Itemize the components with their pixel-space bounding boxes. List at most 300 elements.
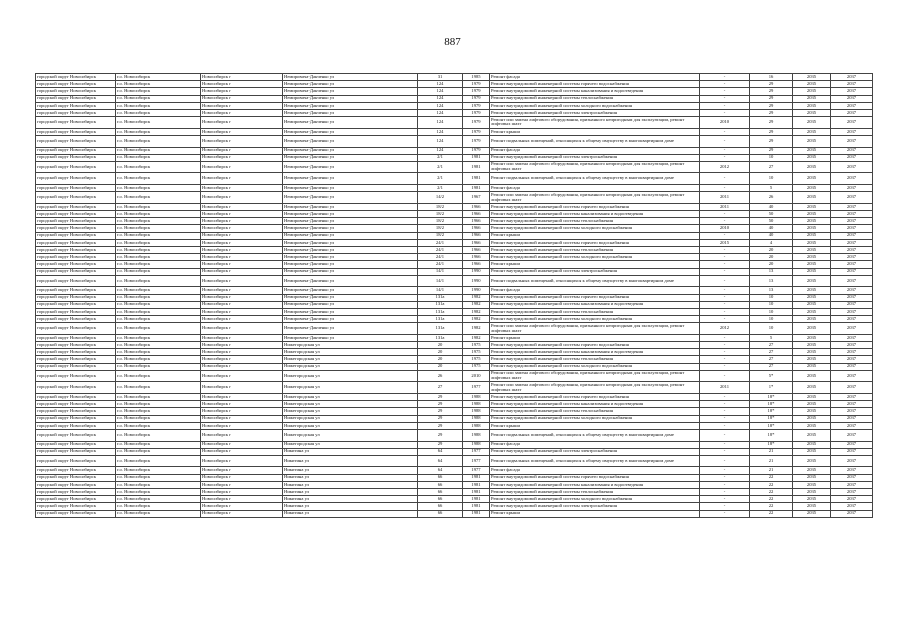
table-row	[36, 382, 873, 394]
cell-settlement: г.о. Новосибирск	[116, 356, 201, 363]
table-row	[36, 422, 873, 429]
cell-year-to: 2037	[831, 393, 873, 400]
cell-amount: 10	[750, 294, 793, 301]
cell-work: Ремонт фасада	[490, 74, 700, 81]
cell-amount: 27	[750, 349, 793, 356]
cell-work: Ремонт крыши	[490, 422, 700, 429]
cell-municipality: городской округ Новосибирск	[36, 211, 116, 218]
cell-year-from: 2035	[793, 448, 831, 455]
cell-work: Ремонт внутридомовой инженерной системы холодного водоснабжения	[490, 415, 700, 422]
cell-year-to: 2037	[831, 275, 873, 287]
cell-year-from: 2035	[793, 422, 831, 429]
table-row	[36, 287, 873, 294]
cell-year: 1988	[463, 422, 490, 429]
cell-street: Нижегородская ул	[283, 415, 418, 422]
table-row	[36, 401, 873, 408]
cell-work: Ремонт подвальных помещений, относящихся к общему имуществу в многоквартирном доме	[490, 173, 700, 185]
cell-street: Немировича-Данченко ул	[283, 239, 418, 246]
cell-amount: 10	[750, 308, 793, 315]
cell-year-from: 2035	[793, 192, 831, 204]
cell-year: 1966	[463, 261, 490, 268]
cell-year-from: 2035	[793, 95, 831, 102]
cell-amount: 18*	[750, 441, 793, 448]
cell-city: Новосибирск г	[201, 185, 283, 192]
cell-year: 1988	[463, 441, 490, 448]
cell-street: Немировича-Данченко ул	[283, 308, 418, 315]
cell-year-to: 2037	[831, 455, 873, 467]
table-row	[36, 203, 873, 210]
cell-work: Ремонт фасада	[490, 287, 700, 294]
cell-house: 31	[418, 74, 463, 81]
cell-house: 20	[418, 363, 463, 370]
cell-cost: 2012	[700, 323, 750, 335]
cell-year-from: 2035	[793, 342, 831, 349]
cell-year: 1981	[463, 474, 490, 481]
cell-amount: 10	[750, 316, 793, 323]
cell-municipality: городской округ Новосибирск	[36, 349, 116, 356]
table-row	[36, 117, 873, 129]
cell-year-from: 2035	[793, 109, 831, 116]
cell-street: Нижегородская ул	[283, 441, 418, 448]
cell-year-from: 2035	[793, 117, 831, 129]
cell-street: Никитина ул	[283, 510, 418, 517]
cell-cost: -	[700, 429, 750, 441]
cell-work: Ремонт подвальных помещений, относящихся к общему имуществу в многоквартирном доме	[490, 275, 700, 287]
page-number: 887	[444, 36, 461, 48]
cell-municipality: городской округ Новосибирск	[36, 203, 116, 210]
cell-year-to: 2037	[831, 382, 873, 394]
cell-settlement: г.о. Новосибирск	[116, 147, 201, 154]
table-row	[36, 510, 873, 517]
cell-municipality: городской округ Новосибирск	[36, 109, 116, 116]
cell-city: Новосибирск г	[201, 128, 283, 135]
cell-cost: -	[700, 408, 750, 415]
cell-cost: -	[700, 95, 750, 102]
cell-street: Никитина ул	[283, 455, 418, 467]
cell-year-to: 2037	[831, 441, 873, 448]
cell-amount: 10	[750, 323, 793, 335]
cell-city: Новосибирск г	[201, 334, 283, 341]
cell-amount: 27	[750, 342, 793, 349]
cell-settlement: г.о. Новосибирск	[116, 88, 201, 95]
cell-cost: -	[700, 503, 750, 510]
cell-work: Ремонт внутридомовой инженерной системы электроснабжения	[490, 268, 700, 275]
cell-house: 14/2	[418, 192, 463, 204]
cell-cost: -	[700, 74, 750, 81]
cell-year-to: 2037	[831, 117, 873, 129]
cell-municipality: городской округ Новосибирск	[36, 342, 116, 349]
cell-year-from: 2035	[793, 268, 831, 275]
cell-city: Новосибирск г	[201, 510, 283, 517]
cell-settlement: г.о. Новосибирск	[116, 467, 201, 474]
table-row	[36, 225, 873, 232]
cell-amount: 21	[750, 455, 793, 467]
cell-city: Новосибирск г	[201, 393, 283, 400]
cell-street: Нижегородская ул	[283, 356, 418, 363]
cell-settlement: г.о. Новосибирск	[116, 370, 201, 382]
cell-amount: 13	[750, 287, 793, 294]
cell-year: 1985	[463, 74, 490, 81]
cell-settlement: г.о. Новосибирск	[116, 415, 201, 422]
cell-city: Новосибирск г	[201, 301, 283, 308]
cell-year: 1982	[463, 294, 490, 301]
cell-year-from: 2035	[793, 441, 831, 448]
cell-street: Никитина ул	[283, 474, 418, 481]
cell-year-to: 2037	[831, 294, 873, 301]
cell-year: 1981	[463, 154, 490, 161]
cell-year-to: 2037	[831, 246, 873, 253]
cell-year: 1966	[463, 254, 490, 261]
cell-year-from: 2035	[793, 415, 831, 422]
table-row	[36, 496, 873, 503]
cell-house: 20	[418, 356, 463, 363]
cell-work: Ремонт внутридомовой инженерной системы канализования и водоотведения	[490, 211, 700, 218]
cell-city: Новосибирск г	[201, 211, 283, 218]
cell-year-from: 2035	[793, 102, 831, 109]
cell-settlement: г.о. Новосибирск	[116, 393, 201, 400]
cell-house: 20	[418, 349, 463, 356]
cell-year-to: 2037	[831, 261, 873, 268]
cell-house: 24/1	[418, 246, 463, 253]
cell-settlement: г.о. Новосибирск	[116, 154, 201, 161]
cell-municipality: городской округ Новосибирск	[36, 218, 116, 225]
cell-year: 1979	[463, 88, 490, 95]
cell-work: Ремонт или замена лифтового оборудования, признанного непригодным для эксплуатации, ремонт лифтовых шахт	[490, 382, 700, 394]
cell-amount: 5	[750, 185, 793, 192]
cell-work: Ремонт фасада	[490, 147, 700, 154]
cell-year-to: 2037	[831, 102, 873, 109]
cell-year-from: 2035	[793, 218, 831, 225]
cell-settlement: г.о. Новосибирск	[116, 135, 201, 147]
cell-cost: -	[700, 218, 750, 225]
cell-municipality: городской округ Новосибирск	[36, 261, 116, 268]
cell-cost: -	[700, 370, 750, 382]
cell-amount: 18*	[750, 422, 793, 429]
cell-settlement: г.о. Новосибирск	[116, 268, 201, 275]
cell-work: Ремонт внутридомовой инженерной системы горячего водоснабжения	[490, 81, 700, 88]
cell-street: Никитина ул	[283, 481, 418, 488]
cell-settlement: г.о. Новосибирск	[116, 254, 201, 261]
cell-year-from: 2035	[793, 429, 831, 441]
table-row	[36, 356, 873, 363]
cell-year-to: 2037	[831, 268, 873, 275]
cell-cost: -	[700, 510, 750, 517]
table-row	[36, 102, 873, 109]
table-row	[36, 342, 873, 349]
cell-amount: 13	[750, 268, 793, 275]
cell-work: Ремонт подвальных помещений, относящихся к общему имуществу в многоквартирном доме	[490, 455, 700, 467]
cell-cost: 2010	[700, 117, 750, 129]
cell-work: Ремонт внутридомовой инженерной системы холодного водоснабжения	[490, 316, 700, 323]
cell-cost: -	[700, 334, 750, 341]
cell-street: Немировича-Данченко ул	[283, 232, 418, 239]
table-row	[36, 74, 873, 81]
cell-street: Немировича-Данченко ул	[283, 135, 418, 147]
cell-street: Немировича-Данченко ул	[283, 225, 418, 232]
cell-year-to: 2037	[831, 496, 873, 503]
cell-year-to: 2037	[831, 474, 873, 481]
cell-municipality: городской округ Новосибирск	[36, 294, 116, 301]
cell-settlement: г.о. Новосибирск	[116, 510, 201, 517]
cell-year: 1988	[463, 429, 490, 441]
cell-year-from: 2035	[793, 239, 831, 246]
cell-year-to: 2037	[831, 74, 873, 81]
cell-settlement: г.о. Новосибирск	[116, 294, 201, 301]
cell-municipality: городской округ Новосибирск	[36, 370, 116, 382]
cell-city: Новосибирск г	[201, 408, 283, 415]
table-row	[36, 192, 873, 204]
cell-cost: -	[700, 135, 750, 147]
cell-year: 1966	[463, 218, 490, 225]
cell-street: Немировича-Данченко ул	[283, 81, 418, 88]
cell-work: Ремонт внутридомовой инженерной системы канализования и водоотведения	[490, 88, 700, 95]
cell-house: 2/1	[418, 154, 463, 161]
cell-year: 1967	[463, 192, 490, 204]
cell-settlement: г.о. Новосибирск	[116, 117, 201, 129]
cell-cost: -	[700, 474, 750, 481]
table-row	[36, 261, 873, 268]
cell-house: 131а	[418, 308, 463, 315]
cell-city: Новосибирск г	[201, 370, 283, 382]
cell-work: Ремонт крыши	[490, 510, 700, 517]
cell-house: 14/1	[418, 268, 463, 275]
cell-work: Ремонт внутридомовой инженерной системы теплоснабжения	[490, 489, 700, 496]
cell-cost: -	[700, 254, 750, 261]
cell-amount: 10	[750, 173, 793, 185]
cell-municipality: городской округ Новосибирск	[36, 356, 116, 363]
cell-house: 20	[418, 342, 463, 349]
cell-cost: -	[700, 102, 750, 109]
cell-settlement: г.о. Новосибирск	[116, 401, 201, 408]
cell-year-to: 2037	[831, 109, 873, 116]
cell-cost: -	[700, 232, 750, 239]
cell-house: 66	[418, 481, 463, 488]
cell-house: 29	[418, 441, 463, 448]
cell-city: Новосибирск г	[201, 429, 283, 441]
cell-street: Нижегородская ул	[283, 370, 418, 382]
table-row	[36, 254, 873, 261]
cell-year-to: 2037	[831, 415, 873, 422]
cell-amount: 22	[750, 481, 793, 488]
cell-house: 124	[418, 147, 463, 154]
table-row	[36, 128, 873, 135]
cell-year-to: 2037	[831, 135, 873, 147]
cell-amount: 22	[750, 474, 793, 481]
cell-street: Никитина ул	[283, 448, 418, 455]
cell-year-to: 2037	[831, 95, 873, 102]
cell-year: 1979	[463, 102, 490, 109]
cell-municipality: городской округ Новосибирск	[36, 441, 116, 448]
cell-street: Нижегородская ул	[283, 349, 418, 356]
cell-house: 66	[418, 474, 463, 481]
cell-work: Ремонт крыши	[490, 232, 700, 239]
cell-amount: 18*	[750, 401, 793, 408]
table-body	[36, 74, 873, 518]
cell-settlement: г.о. Новосибирск	[116, 349, 201, 356]
cell-year-from: 2035	[793, 203, 831, 210]
cell-municipality: городской округ Новосибирск	[36, 363, 116, 370]
cell-year-to: 2037	[831, 225, 873, 232]
cell-work: Ремонт внутридомовой инженерной системы электроснабжения	[490, 503, 700, 510]
cell-municipality: городской округ Новосибирск	[36, 135, 116, 147]
cell-house: 131а	[418, 323, 463, 335]
cell-house: 2/1	[418, 173, 463, 185]
cell-year-to: 2037	[831, 401, 873, 408]
cell-year: 1990	[463, 275, 490, 287]
table-row	[36, 363, 873, 370]
cell-cost: -	[700, 448, 750, 455]
cell-year-from: 2035	[793, 161, 831, 173]
cell-street: Немировича-Данченко ул	[283, 301, 418, 308]
cell-settlement: г.о. Новосибирск	[116, 382, 201, 394]
cell-municipality: городской округ Новосибирск	[36, 323, 116, 335]
cell-amount: 13	[750, 275, 793, 287]
table-row	[36, 211, 873, 218]
cell-amount: 29	[750, 135, 793, 147]
cell-municipality: городской округ Новосибирск	[36, 147, 116, 154]
cell-cost: -	[700, 301, 750, 308]
cell-year: 1979	[463, 95, 490, 102]
cell-year: 1966	[463, 203, 490, 210]
cell-city: Новосибирск г	[201, 342, 283, 349]
cell-year-from: 2035	[793, 510, 831, 517]
cell-street: Немировича-Данченко ул	[283, 95, 418, 102]
cell-year-to: 2037	[831, 363, 873, 370]
cell-year-to: 2037	[831, 218, 873, 225]
cell-amount: 21	[750, 467, 793, 474]
table-row	[36, 393, 873, 400]
cell-cost: -	[700, 342, 750, 349]
cell-municipality: городской округ Новосибирск	[36, 95, 116, 102]
cell-year-from: 2035	[793, 474, 831, 481]
cell-municipality: городской округ Новосибирск	[36, 448, 116, 455]
cell-work: Ремонт внутридомовой инженерной системы холодного водоснабжения	[490, 496, 700, 503]
cell-city: Новосибирск г	[201, 356, 283, 363]
cell-work: Ремонт внутридомовой инженерной системы холодного водоснабжения	[490, 254, 700, 261]
cell-street: Нижегородская ул	[283, 382, 418, 394]
cell-city: Новосибирск г	[201, 382, 283, 394]
cell-amount: 21	[750, 448, 793, 455]
cell-year-from: 2035	[793, 294, 831, 301]
cell-year-to: 2037	[831, 481, 873, 488]
cell-street: Немировича-Данченко ул	[283, 316, 418, 323]
cell-year: 1975	[463, 356, 490, 363]
cell-city: Новосибирск г	[201, 232, 283, 239]
cell-year-to: 2037	[831, 489, 873, 496]
cell-year-to: 2037	[831, 161, 873, 173]
cell-amount: 50	[750, 211, 793, 218]
cell-house: 18/2	[418, 203, 463, 210]
cell-amount: 27	[750, 363, 793, 370]
cell-house: 26	[418, 370, 463, 382]
cell-municipality: городской округ Новосибирск	[36, 192, 116, 204]
cell-work: Ремонт фасада	[490, 185, 700, 192]
cell-year-to: 2037	[831, 510, 873, 517]
cell-year-to: 2037	[831, 342, 873, 349]
cell-work: Ремонт фасада	[490, 441, 700, 448]
cell-cost: -	[700, 173, 750, 185]
cell-settlement: г.о. Новосибирск	[116, 342, 201, 349]
cell-cost: 2015	[700, 239, 750, 246]
table-row	[36, 316, 873, 323]
cell-settlement: г.о. Новосибирск	[116, 287, 201, 294]
cell-work: Ремонт фасада	[490, 467, 700, 474]
cell-work: Ремонт внутридомовой инженерной системы канализования и водоотведения	[490, 401, 700, 408]
cell-city: Новосибирск г	[201, 455, 283, 467]
cell-amount: 40	[750, 232, 793, 239]
cell-street: Немировича-Данченко ул	[283, 261, 418, 268]
cell-settlement: г.о. Новосибирск	[116, 211, 201, 218]
cell-year: 1966	[463, 232, 490, 239]
cell-year-from: 2035	[793, 74, 831, 81]
cell-year: 1966	[463, 225, 490, 232]
cell-settlement: г.о. Новосибирск	[116, 246, 201, 253]
cell-year-from: 2035	[793, 503, 831, 510]
cell-cost: -	[700, 401, 750, 408]
cell-cost: -	[700, 109, 750, 116]
cell-year: 1982	[463, 334, 490, 341]
cell-settlement: г.о. Новосибирск	[116, 192, 201, 204]
cell-municipality: городской округ Новосибирск	[36, 287, 116, 294]
cell-amount: 18*	[750, 393, 793, 400]
cell-settlement: г.о. Новосибирск	[116, 455, 201, 467]
cell-year-to: 2037	[831, 408, 873, 415]
table-row	[36, 474, 873, 481]
cell-house: 18/2	[418, 218, 463, 225]
cell-year-to: 2037	[831, 422, 873, 429]
cell-house: 29	[418, 429, 463, 441]
cell-year: 1988	[463, 408, 490, 415]
cell-city: Новосибирск г	[201, 349, 283, 356]
cell-house: 131а	[418, 334, 463, 341]
cell-city: Новосибирск г	[201, 316, 283, 323]
cell-municipality: городской округ Новосибирск	[36, 481, 116, 488]
cell-street: Никитина ул	[283, 489, 418, 496]
cell-settlement: г.о. Новосибирск	[116, 503, 201, 510]
cell-settlement: г.о. Новосибирск	[116, 161, 201, 173]
cell-cost: -	[700, 128, 750, 135]
cell-year-from: 2035	[793, 185, 831, 192]
cell-street: Немировича-Данченко ул	[283, 102, 418, 109]
cell-work: Ремонт подвальных помещений, относящихся к общему имуществу в многоквартирном доме	[490, 135, 700, 147]
cell-house: 64	[418, 448, 463, 455]
cell-house: 29	[418, 422, 463, 429]
cell-settlement: г.о. Новосибирск	[116, 203, 201, 210]
cell-city: Новосибирск г	[201, 467, 283, 474]
cell-city: Новосибирск г	[201, 503, 283, 510]
cell-settlement: г.о. Новосибирск	[116, 74, 201, 81]
cell-house: 18/2	[418, 232, 463, 239]
cell-municipality: городской округ Новосибирск	[36, 254, 116, 261]
cell-street: Немировича-Данченко ул	[283, 185, 418, 192]
cell-settlement: г.о. Новосибирск	[116, 232, 201, 239]
cell-settlement: г.о. Новосибирск	[116, 275, 201, 287]
cell-city: Новосибирск г	[201, 117, 283, 129]
cell-municipality: городской округ Новосибирск	[36, 422, 116, 429]
cell-house: 124	[418, 88, 463, 95]
cell-year-to: 2037	[831, 173, 873, 185]
cell-year-from: 2035	[793, 154, 831, 161]
cell-house: 2/1	[418, 161, 463, 173]
cell-year-to: 2037	[831, 254, 873, 261]
cell-year: 1979	[463, 109, 490, 116]
cell-cost: -	[700, 356, 750, 363]
cell-year-to: 2037	[831, 192, 873, 204]
cell-cost: -	[700, 455, 750, 467]
cell-house: 14/1	[418, 287, 463, 294]
cell-city: Новосибирск г	[201, 323, 283, 335]
cell-house: 124	[418, 109, 463, 116]
